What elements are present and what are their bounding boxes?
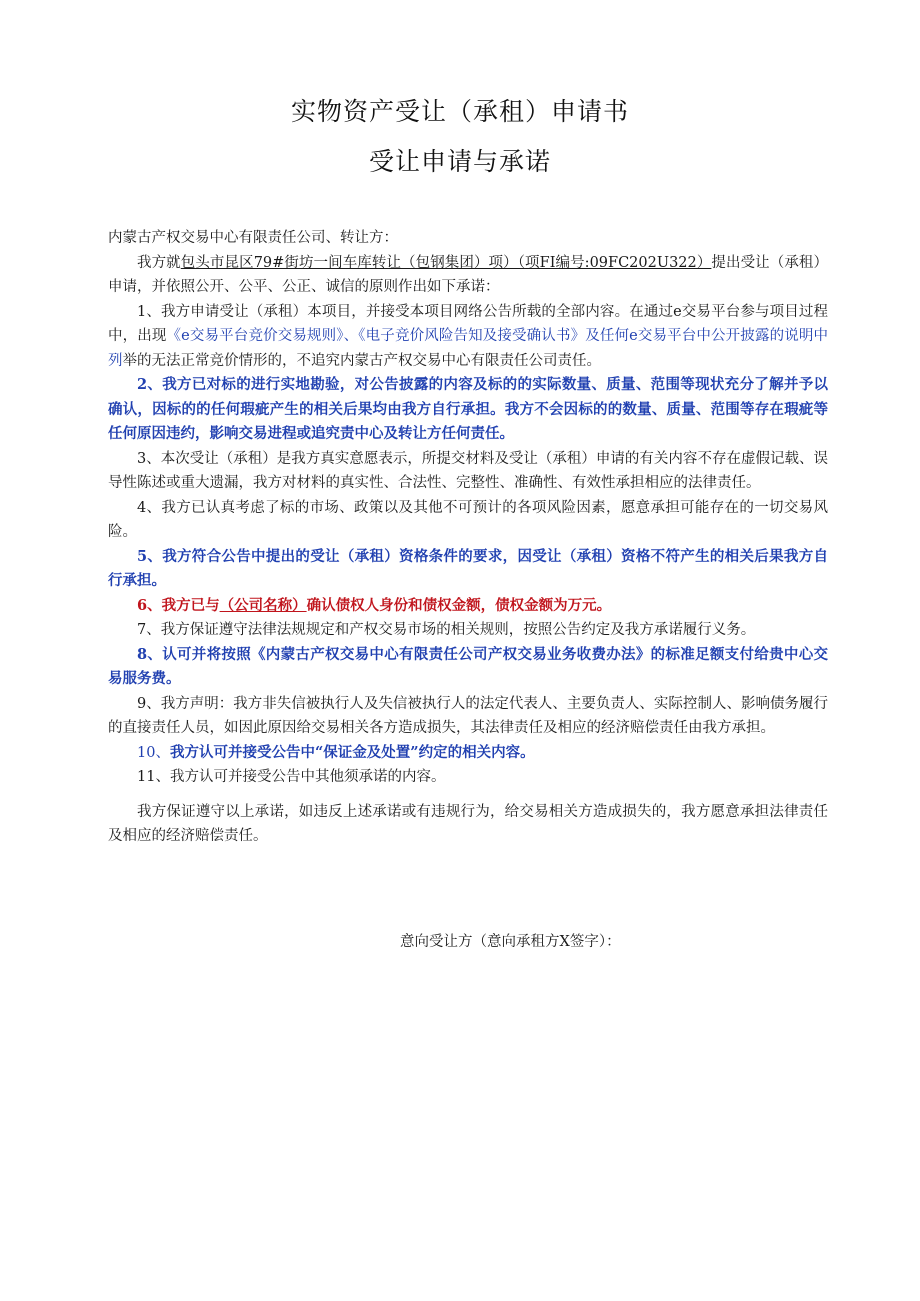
addressee-line: 内蒙古产权交易中心有限责任公司、转让方： xyxy=(108,230,398,246)
intro-paragraph xyxy=(108,251,828,300)
commitment-8: 8、认可并将按照《内蒙古产权交易中心有限责任公司产权交易业务收费办法》的标准足额支付给贵中心交易服务费。 xyxy=(108,645,828,687)
commitment-1-a: 1、我方申请受让（承租）本项目，并接受本项目网络公告所载的全部内容。在通过e交易平台参与项目过程中，出现 xyxy=(108,303,828,344)
intro-text-b: 提出受让（承租）申请，并依照公开、公平、公正、诚信的原则作出如下承诺： xyxy=(108,254,829,295)
signature-line: 意向受让方（意向承租方X签字）： xyxy=(400,934,621,950)
commitment-6 xyxy=(108,594,828,619)
commitment-5: 5、我方符合公告中提出的受让（承租）资格条件的要求，因受让（承租）资格不符产生的相关后果我方自行承担。 xyxy=(108,547,828,589)
commitment-10 xyxy=(108,741,828,766)
commitment-10-num: 10、 xyxy=(137,744,170,761)
intro-text-a: 我方就 xyxy=(137,254,181,271)
document-subtitle: 受让申请与承诺 xyxy=(368,147,551,176)
commitment-7: 7、我方保证遵守法律法规规定和产权交易市场的相关规则，按照公告约定及我方承诺履行义务。 xyxy=(137,622,756,638)
spacer xyxy=(108,790,828,800)
commitment-4: 4、我方已认真考虑了标的市场、政策以及其他不可预计的各项风险因素，愿意承担可能存在的一切交易风险。 xyxy=(108,499,828,540)
commitment-1 xyxy=(108,300,828,374)
document-body xyxy=(108,226,828,849)
commitment-1-rules: 《e交易平台竞价交易规则》、《电子竞价风险告知及接受确认书》及任何e交易平台中公开披露的说 xyxy=(166,328,799,344)
project-name: 包头市昆区79#街坊一间车库转让（包钢集团）项）（项FI编号:09FC202U322） xyxy=(180,254,712,271)
commitment-2: 2、我方已对标的进行实地勘验，对公告披露的内容及标的的实际数量、质量、范围等现状充分了解并予以确认，因标的的任何瑕疵产生的相关后果均由我方自行承担。我方不会因标的的数量、质量、范围等存在瑕疵等任何原因违约，影响交易进程或追究责中心及转让方任何责任。 xyxy=(108,376,828,442)
commitment-3: 3、本次受让（承租）是我方真实意愿表示，所提交材料及受让（承租）申请的有关内容不存在虚假记载、误导性陈述或重大遗漏，我方对材料的真实性、合法性、完整性、准确性、有效性承担相应的法律责任。 xyxy=(108,450,828,491)
commitment-11: 11、我方认可并接受公告中其他须承诺的内容。 xyxy=(137,769,446,785)
commitment-10-text: 我方认可并接受公告中“保证金及处置”约定的相关内容。 xyxy=(169,743,535,761)
company-name-placeholder: （公司名称） xyxy=(219,596,307,614)
commitment-6-a: 6、我方已与 xyxy=(137,596,220,614)
document-title: 实物资产受让（承租）申请书 xyxy=(290,97,629,126)
commitment-9: 9、我方声明：我方非失信被执行人及失信被执行人的法定代表人、主要负责人、实际控制人、影响债务履行的直接责任人员，如因此原因给交易相关各方造成损失，其法律责任及相应的经济赔偿责任由我方承担。 xyxy=(108,695,828,736)
commitment-1-d: 举的无法正常竞价情形的，不追究内蒙古产权交易中心有限责任公司责任。 xyxy=(122,352,601,369)
commitment-1-c: 明中列 xyxy=(108,328,828,369)
commitment-6-c: 确认债权人身份和债权金额，债权金额为万元。 xyxy=(306,596,612,614)
closing-statement: 我方保证遵守以上承诺，如违反上述承诺或有违规行为，给交易相关方造成损失的，我方愿意承担法律责任及相应的经济赔偿责任。 xyxy=(108,803,828,844)
